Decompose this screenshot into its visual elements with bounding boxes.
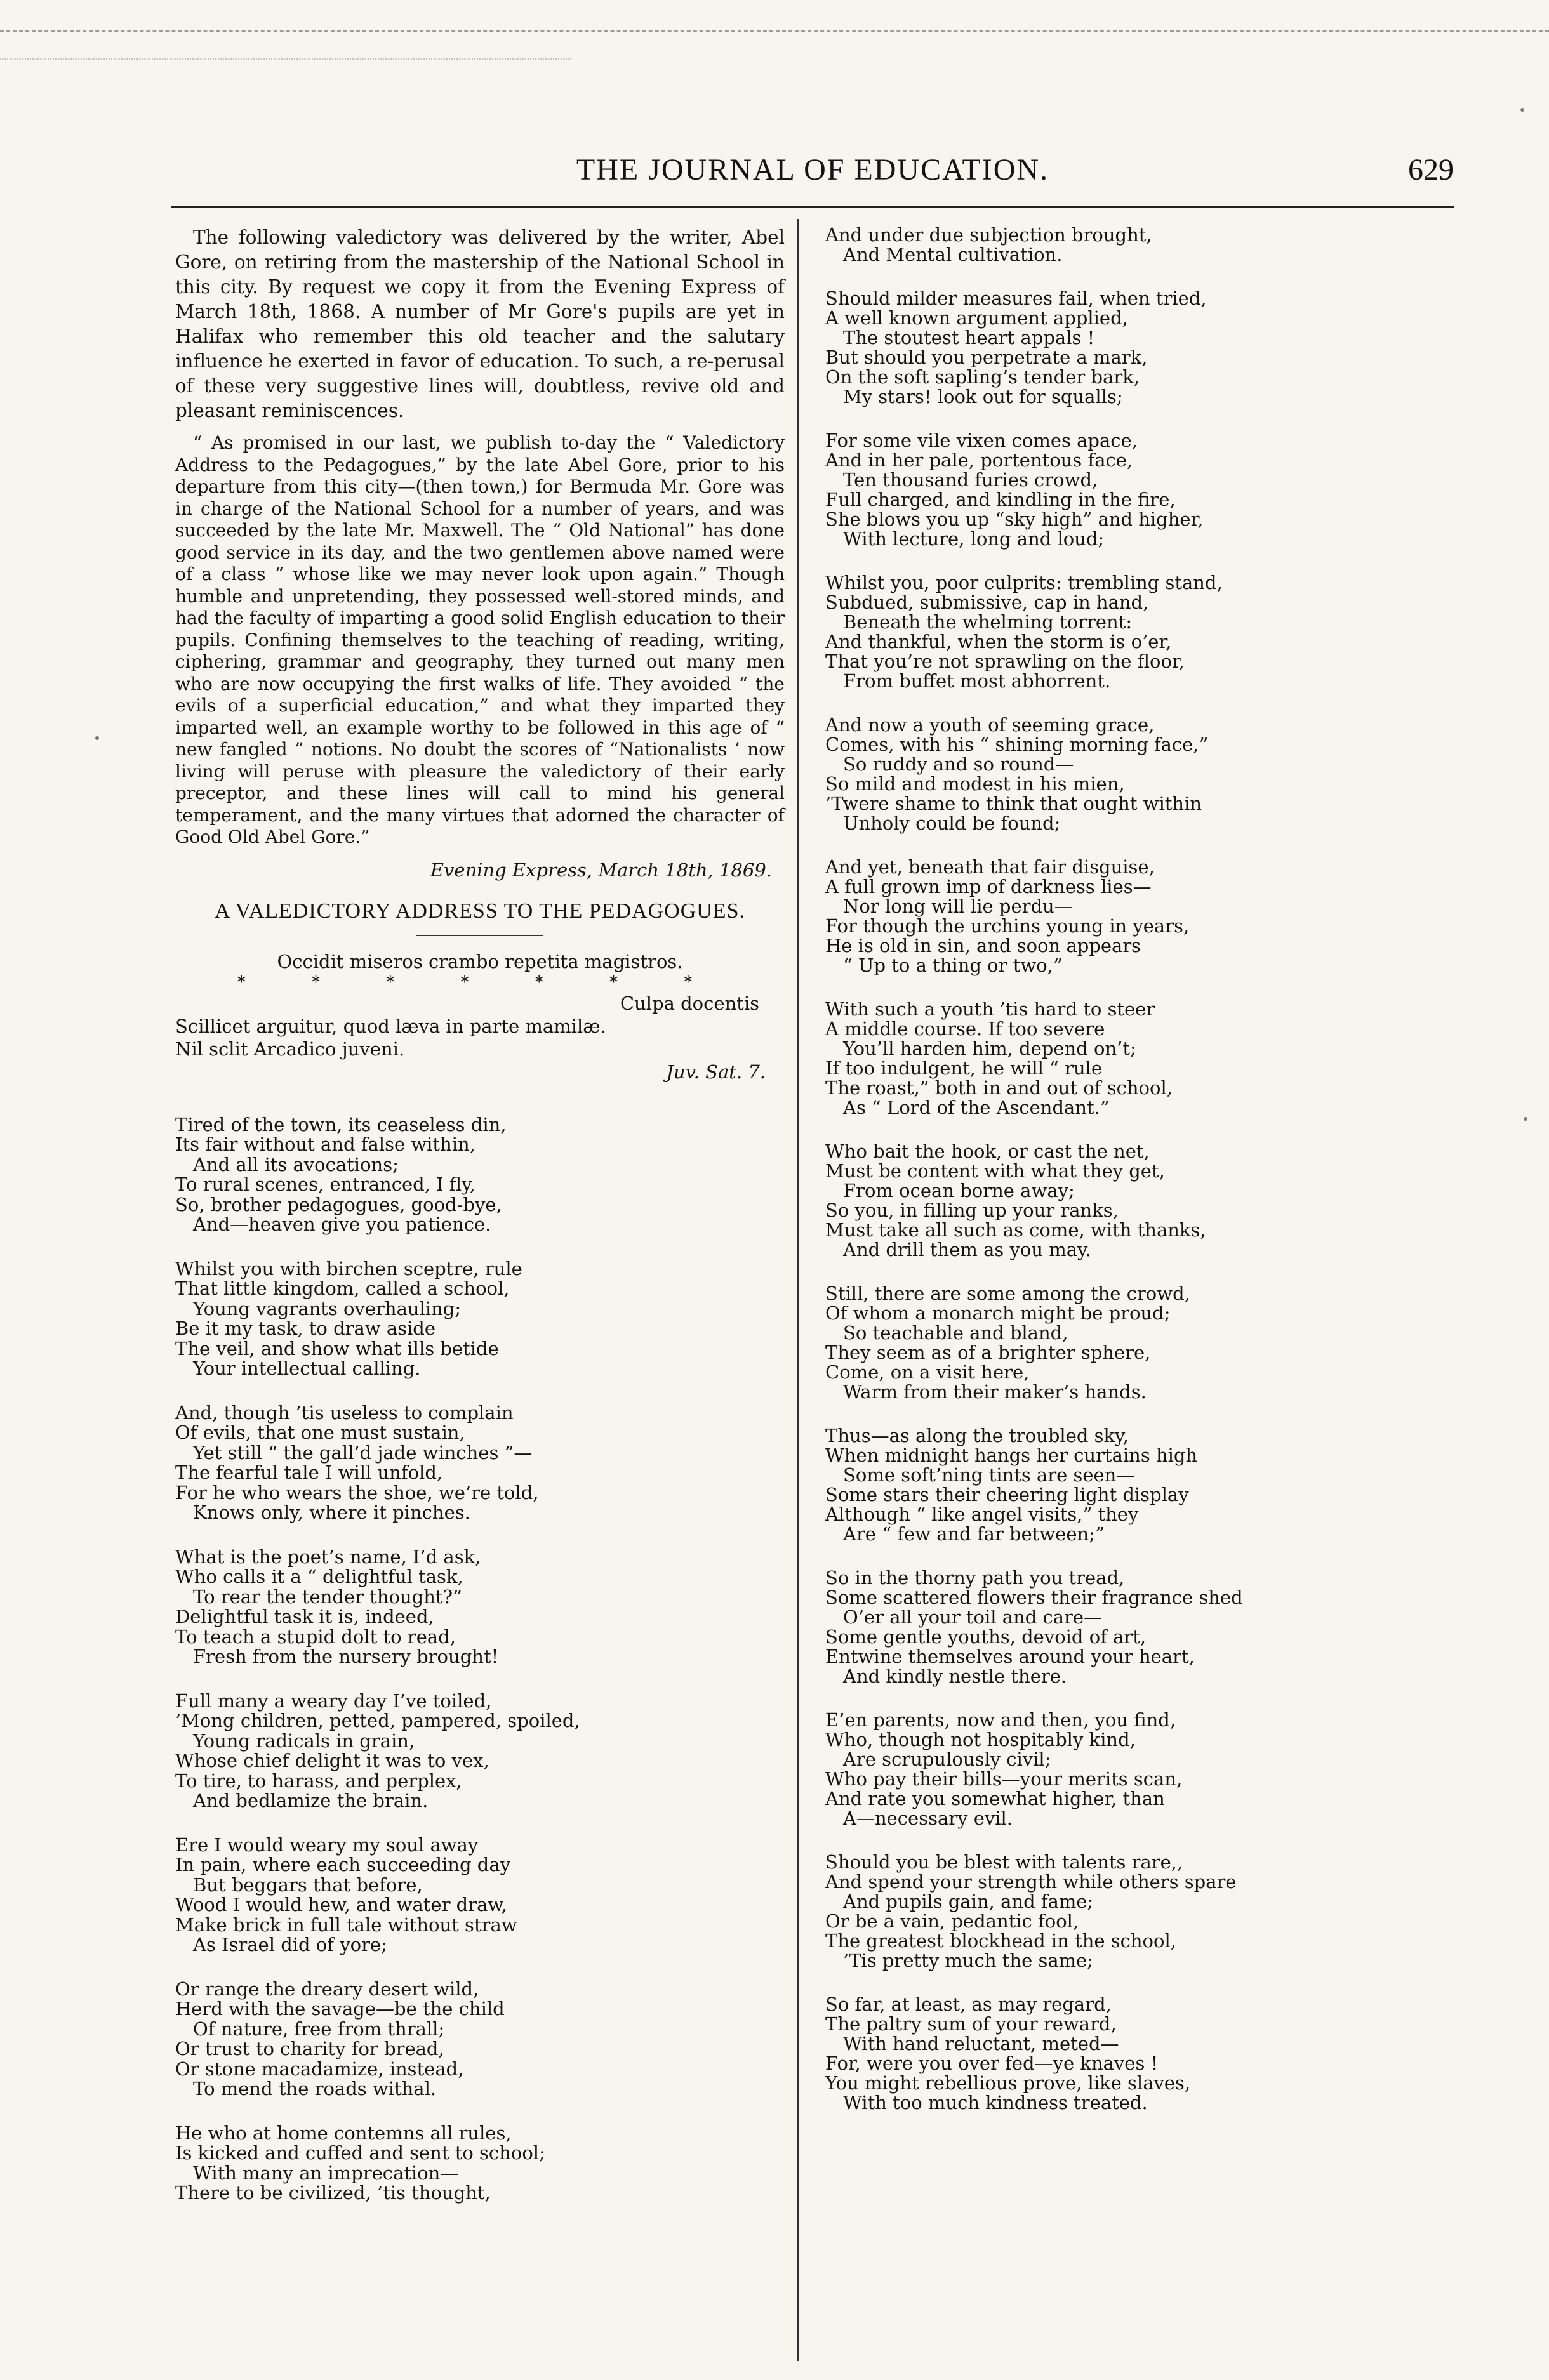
poem-line: Full many a weary day I’ve toiled, bbox=[175, 1689, 492, 1712]
poem-line: So far, at least, as may regard, bbox=[825, 1993, 1112, 2015]
poem-line: Herd with the savage—be the child bbox=[175, 1998, 505, 2020]
poem-line: From buffet most abhorrent. bbox=[843, 670, 1111, 692]
ink-speck bbox=[1520, 108, 1524, 112]
poem-line: And kindly nestle there. bbox=[843, 1665, 1067, 1687]
poem-right-stanzas bbox=[825, 225, 1454, 2113]
poem-line: Should you be blest with talents rare,, bbox=[825, 1851, 1183, 1873]
scan-artifact-line bbox=[0, 58, 571, 60]
poem-line: Full charged, and kindling in the fire, bbox=[825, 489, 1176, 510]
poem-line: Of whom a monarch might be proud; bbox=[825, 1302, 1171, 1324]
poem-line: Are scrupulously civil; bbox=[843, 1749, 1051, 1770]
column-divider bbox=[797, 219, 799, 2361]
poem-line: As Israel did of yore; bbox=[193, 1934, 387, 1955]
page-number: 629 bbox=[1408, 153, 1454, 187]
poem-line: So ruddy and so round— bbox=[843, 753, 1074, 775]
stanza bbox=[175, 1691, 785, 1811]
poem-line: So you, in filling up your ranks, bbox=[825, 1200, 1119, 1221]
poem-line: Still, there are some among the crowd, bbox=[825, 1283, 1190, 1304]
epigraph-line: Culpa docentis bbox=[620, 992, 759, 1014]
poem-line: My stars! look out for squalls; bbox=[843, 386, 1123, 407]
poem-line: Or trust to charity for bread, bbox=[175, 2038, 444, 2059]
epigraph bbox=[175, 950, 785, 1083]
poem-line: The fearful tale I will unfold, bbox=[175, 1462, 443, 1483]
epigraph-line: Nil sclit Arcadico juveni. bbox=[175, 1038, 405, 1060]
poem-line: Its fair without and false within, bbox=[175, 1134, 475, 1155]
poem-line: ’Twere shame to think that ought within bbox=[825, 793, 1202, 814]
poem-line: Tired of the town, its ceaseless din, bbox=[175, 1113, 507, 1135]
stanza bbox=[825, 1284, 1454, 1402]
stanza bbox=[825, 225, 1454, 265]
poem-line: Fresh from the nursery brought! bbox=[193, 1646, 499, 1667]
epigraph-citation: Juv. Sat. 7. bbox=[666, 1061, 766, 1083]
poem-line: Come, on a visit here, bbox=[825, 1361, 1030, 1383]
poem-line: To tire, to harass, and perplex, bbox=[175, 1769, 462, 1792]
poem-line: Although “ like angel visits,” they bbox=[825, 1504, 1139, 1525]
stanza bbox=[825, 1142, 1454, 1260]
poem-line: Who pay their bills—your merits scan, bbox=[825, 1768, 1183, 1790]
poem-line: Is kicked and cuffed and sent to school; bbox=[175, 2142, 545, 2164]
running-title: THE JOURNAL OF EDUCATION. bbox=[576, 153, 1049, 187]
poem-line: She blows you up “sky high” and higher, bbox=[825, 508, 1204, 530]
poem-line: But should you perpetrate a mark, bbox=[825, 347, 1148, 368]
poem-line: And bedlamize the brain. bbox=[193, 1790, 429, 1811]
stanza bbox=[825, 1426, 1454, 1544]
poem-line: So mild and modest in his mien, bbox=[825, 773, 1125, 795]
poem-line: Or stone macadamize, instead, bbox=[175, 2058, 464, 2080]
poem-line: Subdued, submissive, cap in hand, bbox=[825, 592, 1149, 613]
poem-line: Ten thousand furies crowd, bbox=[843, 469, 1098, 491]
stanza bbox=[175, 1259, 785, 1379]
poem-line: They seem as of a brighter sphere, bbox=[825, 1342, 1151, 1363]
poem-line: Knows only, where it pinches. bbox=[193, 1502, 470, 1523]
poem-line: And now a youth of seeming grace, bbox=[825, 714, 1155, 736]
poem-line: Whilst you with birchen sceptre, rule bbox=[175, 1257, 522, 1279]
poem-line: That you’re not sprawling on the floor, bbox=[825, 651, 1185, 672]
poem-line: To teach a stupid dolt to read, bbox=[175, 1625, 456, 1648]
poem-line: Some scattered flowers their fragrance shed bbox=[825, 1587, 1243, 1608]
poem-line: From ocean borne away; bbox=[843, 1180, 1075, 1201]
poem-line: Or range the dreary desert wild, bbox=[175, 1978, 479, 2000]
poem-line: Ere I would weary my soul away bbox=[175, 1834, 479, 1856]
poem-line: What is the poet’s name, I’d ask, bbox=[175, 1545, 481, 1568]
poem-line: Entwine themselves around your heart, bbox=[825, 1646, 1195, 1667]
poem-line: “ Up to a thing or two,” bbox=[843, 955, 1063, 976]
poem-line: Who calls it a “ delightful task, bbox=[175, 1566, 463, 1587]
stanza bbox=[825, 573, 1454, 691]
poem-line: To mend the roads withal. bbox=[193, 2078, 437, 2099]
poem-line: And spend your strength while others spare bbox=[825, 1871, 1237, 1893]
epigraph-line: Occidit miseros crambo repetita magistros. bbox=[277, 950, 683, 972]
poem-line: He is old in sin, and soon appears bbox=[825, 935, 1141, 956]
poem-line: The veil, and show what ills betide bbox=[175, 1337, 499, 1359]
source-citation: Evening Express, March 18th, 1869. bbox=[430, 859, 772, 881]
poem-line: Are “ few and far between;” bbox=[843, 1523, 1105, 1545]
poem-line: For though the urchins young in years, bbox=[825, 915, 1190, 937]
stanza bbox=[175, 2124, 785, 2204]
poem-line: For some vile vixen comes apace, bbox=[825, 430, 1138, 451]
poem-line: ’Tis pretty much the same; bbox=[843, 1950, 1094, 1971]
poem-line: Who, though not hospitably kind, bbox=[825, 1729, 1136, 1750]
stanza bbox=[175, 1980, 785, 2099]
poem-line: You’ll harden him, depend on’t; bbox=[843, 1038, 1136, 1059]
poem-line: A middle course. If too severe bbox=[825, 1018, 1105, 1040]
poem-line: Or be a vain, pedantic fool, bbox=[825, 1910, 1079, 1932]
poem-line: Some gentle youths, devoid of art, bbox=[825, 1626, 1147, 1648]
poem-line: For, were you over fed—ye knaves ! bbox=[825, 2053, 1159, 2074]
poem-line: And in her pale, portentous face, bbox=[825, 449, 1133, 471]
poem-line: E’en parents, now and then, you find, bbox=[825, 1709, 1176, 1731]
poem-line: Unholy could be found; bbox=[843, 812, 1061, 834]
title-rule bbox=[416, 935, 543, 936]
poem-line: In pain, where each succeeding day bbox=[175, 1854, 510, 1875]
poem-line: And all its avocations; bbox=[193, 1153, 399, 1175]
poem-line: With many an imprecation— bbox=[193, 2162, 459, 2184]
poem-line: O’er all your toil and care— bbox=[843, 1606, 1103, 1628]
poem-line: And rate you somewhat higher, than bbox=[825, 1788, 1165, 1809]
poem-line: ’Mong children, petted, pampered, spoiled, bbox=[175, 1710, 580, 1731]
poem-line: To rural scenes, entranced, I fly, bbox=[175, 1173, 475, 1195]
poem-line: A—necessary evil. bbox=[843, 1808, 1013, 1829]
poem-line: So, brother pedagogues, good-bye, bbox=[175, 1193, 502, 1215]
stanza bbox=[825, 289, 1454, 407]
poem-line: As “ Lord of the Ascendant.” bbox=[843, 1097, 1110, 1118]
poem-line: If too indulgent, he will “ rule bbox=[825, 1057, 1103, 1079]
page-header bbox=[171, 152, 1454, 203]
poem-line: A well known argument applied, bbox=[825, 307, 1128, 329]
poem-line: The stoutest heart appals ! bbox=[843, 327, 1095, 348]
ink-speck bbox=[1524, 1117, 1527, 1121]
stanza bbox=[825, 715, 1454, 833]
poem-line: Beneath the whelming torrent: bbox=[843, 611, 1133, 633]
poem-line: But beggars that before, bbox=[193, 1874, 423, 1896]
epigraph-line: Scillicet arguitur, quod læva in parte mamilæ. bbox=[175, 1015, 606, 1037]
poem-line: That little kingdom, called a school, bbox=[175, 1278, 510, 1299]
stanza bbox=[825, 1995, 1454, 2113]
poem-line: Whose chief delight it was to vex, bbox=[175, 1750, 489, 1771]
poem-line: Of nature, free from thrall; bbox=[193, 2018, 445, 2040]
poem-line: Be it my task, to draw aside bbox=[175, 1318, 436, 1339]
poem-line: Who bait the hook, or cast the net, bbox=[825, 1140, 1150, 1162]
poem-line: Make brick in full tale without straw bbox=[175, 1914, 517, 1936]
poem-line: So in the thorny path you tread, bbox=[825, 1567, 1125, 1589]
poem-line: The paltry sum of your reward, bbox=[825, 2013, 1117, 2035]
poem-line: Wood I would hew, and water draw, bbox=[175, 1894, 507, 1915]
stanza bbox=[175, 1115, 785, 1235]
poem-line: Thus—as along the troubled sky, bbox=[825, 1425, 1129, 1446]
stanza bbox=[825, 1000, 1454, 1118]
poem-line: He who at home contemns all rules, bbox=[175, 2122, 512, 2144]
poem-line: Your intellectual calling. bbox=[193, 1358, 421, 1379]
poem-line: On the soft sapling’s tender bark, bbox=[825, 366, 1140, 388]
stanza bbox=[825, 1568, 1454, 1686]
poem-line: With such a youth ’tis hard to steer bbox=[825, 998, 1155, 1020]
left-column bbox=[175, 225, 785, 2228]
poem-line: Whilst you, poor culprits: trembling stand, bbox=[825, 572, 1223, 593]
stanza bbox=[175, 1403, 785, 1523]
scan-artifact-line bbox=[0, 30, 1549, 32]
poem-line: Some soft’ning tints are seen— bbox=[843, 1464, 1135, 1486]
stanza bbox=[825, 1853, 1454, 1971]
poem-line: Comes, with his “ shining morning face,” bbox=[825, 734, 1209, 755]
poem-line: The greatest blockhead in the school, bbox=[825, 1930, 1176, 1952]
stanza bbox=[175, 1835, 785, 1955]
poem-line: Nor long will lie perdu— bbox=[843, 896, 1073, 917]
poem-line: There to be civilized, ’tis thought, bbox=[175, 2182, 491, 2204]
poem-line: Should milder measures fail, when tried, bbox=[825, 288, 1207, 309]
stanza bbox=[825, 1710, 1454, 1828]
poem-line: And thankful, when the storm is o’er, bbox=[825, 631, 1172, 652]
poem-left-stanzas bbox=[175, 1115, 785, 2204]
poem-line: And drill them as you may. bbox=[843, 1239, 1091, 1260]
poem-line: For he who wears the shoe, we’re told, bbox=[175, 1481, 539, 1504]
poem-line: And pupils gain, and fame; bbox=[843, 1891, 1094, 1912]
poem-title: A VALEDICTORY ADDRESS TO THE PEDAGOGUES. bbox=[215, 899, 745, 923]
poem-line: With hand reluctant, meted— bbox=[843, 2033, 1119, 2054]
poem-line: Yet still “ the gall’d jade winches ”— bbox=[193, 1441, 533, 1464]
poem-line: The roast,” both in and out of school, bbox=[825, 1077, 1173, 1099]
stanza bbox=[175, 1547, 785, 1667]
poem-line: And under due subjection brought, bbox=[825, 224, 1152, 246]
poem-line: Must take all such as come, with thanks, bbox=[825, 1219, 1206, 1241]
right-column bbox=[825, 225, 1454, 2137]
poem-line: Delightful task it is, indeed, bbox=[175, 1606, 434, 1627]
poem-line: And—heaven give you patience. bbox=[193, 1213, 491, 1235]
poem-line: When midnight hangs her curtains high bbox=[825, 1445, 1198, 1466]
poem-line: So teachable and bland, bbox=[843, 1322, 1068, 1344]
poem-line: With lecture, long and loud; bbox=[843, 528, 1105, 550]
intro-paragraph: The following valedictory was delivered by the writer, Abel Gore, on retiring from the mastership of the National School in this city. By request we copy it from the Evening Express of March 18th, 1868. A number of Mr Gore's pupils are yet in Halifax who remember this old teacher and the salutary influence he exerted in favor of education. To such, a re-perusal of these very suggestive lines will, doubtless, revive old and pleasant reminiscences. bbox=[175, 227, 785, 421]
poem-line: With too much kindness treated. bbox=[843, 2092, 1148, 2113]
poem-line: Must be content with what they get, bbox=[825, 1160, 1165, 1182]
poem-line: Warm from their maker’s hands. bbox=[843, 1381, 1147, 1403]
poem-line: Of evils, that one must sustain, bbox=[175, 1422, 465, 1443]
poem-line: And yet, beneath that fair disguise, bbox=[825, 856, 1155, 878]
stanza bbox=[825, 857, 1454, 975]
poem-line: A full grown imp of darkness lies— bbox=[825, 876, 1152, 897]
quoted-article: “ As promised in our last, we publish to-day the “ Valedictory Address to the Pedagogues,” by the late Abel Gore, prior to his departure from this city—(then town,) for Bermuda Mr. Gore was in charge of the National School for a number of years, and was succeeded by the late Mr. Maxwell. The “ Old National” has done good service in its day, and the two gentlemen above named were of a class “ whose like we may never look upon again.” Though humble and unpretending, they possessed well-stored minds, and had the faculty of imparting a good solid English education to their pupils. Confining themselves to the teaching of reading, writing, ciphering, grammar and geography, they turned out many men who are now occupying the first walks of life. They avoided “ the evils of a superficial education,” and what they imparted they imparted well, an example worthy to be followed in this age of “ new fangled ” notions. No doubt the scores of “Nationalists ’ now living will peruse with pleasure the valedictory of their early preceptor, and these lines will call to mind his general temperament, and the many virtues that adorned the character of Good Old Abel Gore.” bbox=[175, 432, 785, 847]
poem-line: Some stars their cheering light display bbox=[825, 1484, 1189, 1505]
poem-line: Young radicals in grain, bbox=[193, 1729, 415, 1752]
ink-speck bbox=[95, 736, 99, 740]
poem-line: Young vagrants overhauling; bbox=[193, 1297, 462, 1319]
epigraph-stars: * * * * * * * bbox=[237, 972, 723, 992]
header-rule bbox=[171, 206, 1454, 208]
poem-line: And, though ’tis useless to complain bbox=[175, 1401, 514, 1424]
poem-line: To rear the tender thought?” bbox=[193, 1585, 462, 1608]
stanza bbox=[825, 431, 1454, 549]
poem-line: And Mental cultivation. bbox=[843, 244, 1063, 265]
poem-line: You might rebellious prove, like slaves, bbox=[825, 2072, 1191, 2094]
